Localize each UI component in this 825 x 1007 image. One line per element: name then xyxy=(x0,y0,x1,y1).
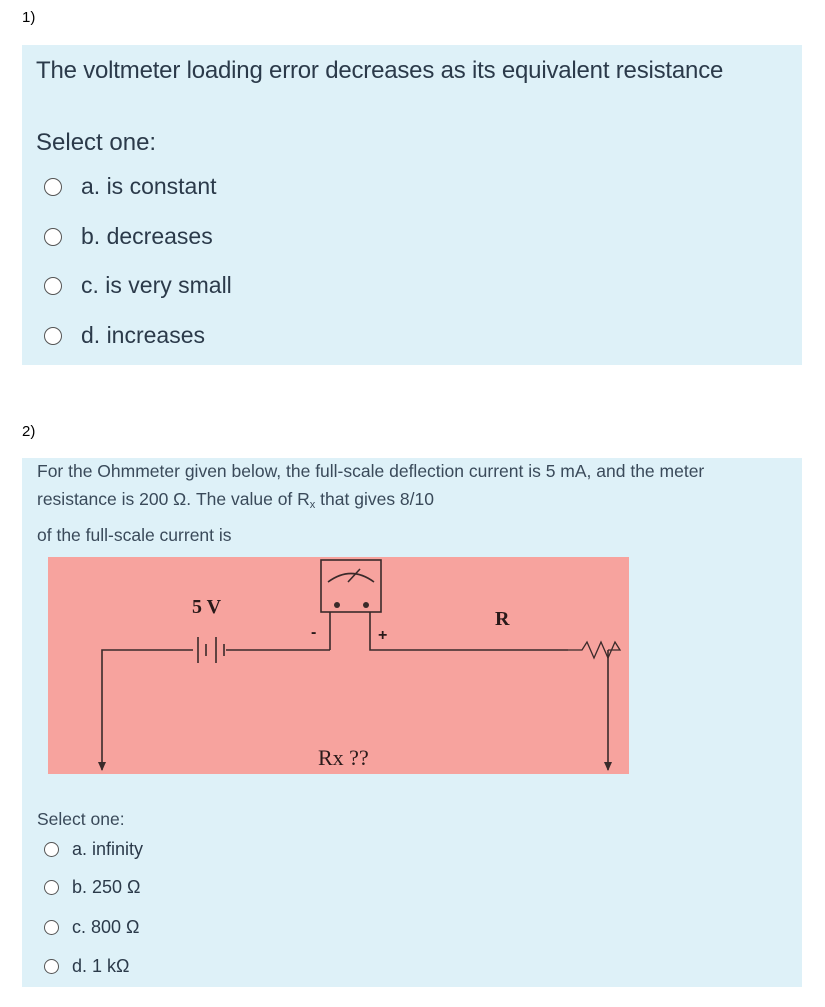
minus-terminal-label: - xyxy=(311,624,317,641)
radio-button[interactable] xyxy=(44,327,62,345)
option-b[interactable] xyxy=(44,877,141,898)
question-1-number: 1) xyxy=(22,9,36,26)
option-c[interactable] xyxy=(44,917,140,938)
option-d[interactable] xyxy=(44,322,205,349)
radio-button[interactable] xyxy=(44,178,62,196)
option-label: a. infinity xyxy=(72,839,144,859)
question-2-number: 2) xyxy=(22,423,36,440)
question-2-text-line1: For the Ohmmeter given below, the full-scale deflection current is 5 mA, and the meter xyxy=(37,461,705,481)
option-label: d. increases xyxy=(81,322,206,348)
radio-button[interactable] xyxy=(44,277,62,295)
rx-label: Rx ?? xyxy=(318,745,369,770)
option-a[interactable] xyxy=(44,839,143,860)
radio-button[interactable] xyxy=(44,959,59,974)
circuit-diagram xyxy=(48,557,629,774)
option-d[interactable] xyxy=(44,956,129,977)
option-label: d. 1 kΩ xyxy=(72,956,130,976)
option-label: c. is very small xyxy=(81,272,232,298)
left-probe-arrow-icon xyxy=(98,762,106,771)
right-probe-arrow-icon xyxy=(604,762,612,771)
radio-button[interactable] xyxy=(44,228,62,246)
resistor-label: R xyxy=(495,608,510,630)
question-1-text: The voltmeter loading error decreases as its equivalent resistance xyxy=(36,57,724,84)
radio-button[interactable] xyxy=(44,842,59,857)
question-2-text-line3: of the full-scale current is xyxy=(37,525,232,545)
option-label: b. decreases xyxy=(81,223,213,249)
option-label: a. is constant xyxy=(81,173,217,199)
question-2-panel xyxy=(22,458,802,987)
option-b[interactable] xyxy=(44,223,213,250)
option-c[interactable] xyxy=(44,272,232,299)
option-label: b. 250 Ω xyxy=(72,877,141,897)
ohmmeter-circuit-figure xyxy=(48,557,629,774)
select-one-label: Select one: xyxy=(37,809,125,829)
plus-terminal-label: + xyxy=(378,627,388,644)
question-2-text-line2: resistance is 200 Ω. The value of $R_x$ that gives 8/10 xyxy=(37,489,434,511)
option-a[interactable] xyxy=(44,173,217,200)
radio-button[interactable] xyxy=(44,920,59,935)
question-1-panel xyxy=(22,45,802,365)
battery-label: 5 V xyxy=(192,596,222,618)
select-one-label: Select one: xyxy=(36,129,157,156)
radio-button[interactable] xyxy=(44,880,59,895)
option-label: c. 800 Ω xyxy=(72,917,140,937)
